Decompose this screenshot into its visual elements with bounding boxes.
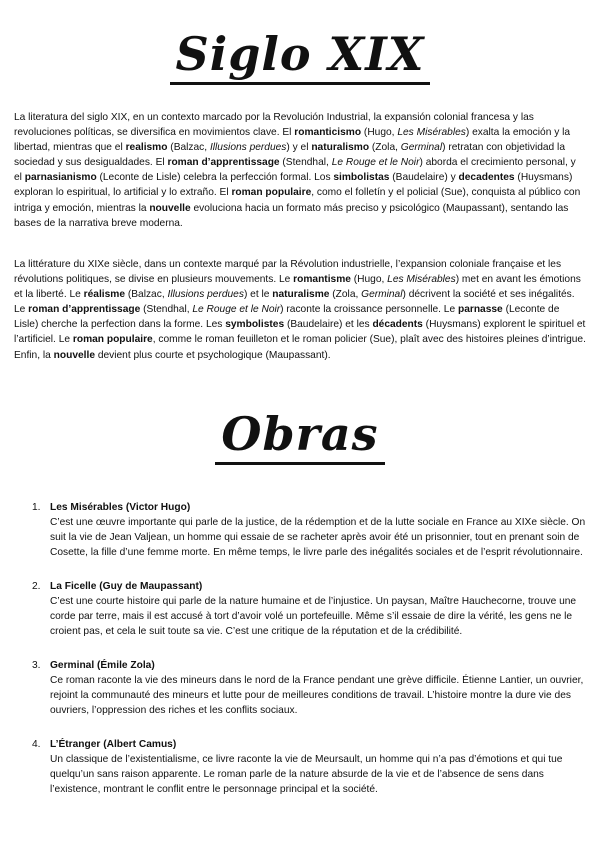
bold-term: naturalismo	[311, 142, 370, 154]
text-run: ) et le	[243, 289, 273, 301]
text-run: (Baudelaire) y	[389, 172, 459, 184]
italic-title: Les Misérables	[387, 274, 456, 286]
bold-term: symbolistes	[225, 319, 285, 331]
text-run: devient plus courte et psychologique (Maupassant).	[94, 349, 331, 361]
bold-term: realismo	[125, 142, 168, 154]
works-heading	[0, 408, 600, 465]
italic-title: Le Rouge et le Noir	[192, 304, 281, 316]
work-item	[30, 579, 586, 639]
text-run: (Hugo,	[350, 274, 388, 286]
text-run: ) met en avant les émotions et la liberté. Le	[14, 274, 581, 301]
text-run: La littérature du XIXe siècle, dans un contexte marqué par la Révolution industrielle, l’expansion coloniale française et les révolutions politiques, se divise en plusieurs mouvements. Le	[14, 259, 562, 286]
bold-term: roman populaire	[231, 187, 312, 199]
italic-title: Germinal	[400, 142, 443, 154]
text-run: (Leconte de Lisle) celebra la perfección formal. Los	[96, 172, 334, 184]
text-run: ) y el	[286, 142, 312, 154]
text-run: (Zola,	[369, 142, 401, 154]
work-number: 4.	[32, 739, 41, 750]
text-run: (Baudelaire) et les	[284, 319, 373, 331]
bold-term: decadentes	[458, 172, 515, 184]
works-list	[30, 500, 586, 797]
work-item	[30, 658, 586, 718]
text-run: ) décrivent la société et ses inégalités. Le	[14, 289, 575, 316]
bold-term: roman populaire	[72, 334, 153, 346]
work-description: C’est une œuvre importante qui parle de la justice, de la rédemption et de la lutte sociale en France au XIXe siècle. On suit la vie de Jean Valjean, un homme qui essaie de se racheter après avoir été un prisonnier, tout en prenant soin de Cosette, la fille d’une femme morte. En même temps, le livre parle des inégalités sociales et de l’esprit révolutionnaire.	[50, 517, 586, 558]
page-title-text: Siglo XIX	[170, 28, 431, 85]
spanish-paragraph	[14, 110, 586, 231]
text-run: (Stendhal,	[140, 304, 193, 316]
text-run: (Stendhal,	[279, 157, 332, 169]
bold-term: simbolistas	[333, 172, 390, 184]
bold-term: parnasianismo	[24, 172, 97, 184]
bold-term: nouvelle	[149, 202, 191, 214]
bold-term: réalisme	[83, 289, 126, 301]
text-run: , como el folletín y el policial (Sue), conquista al público con intriga y emoción, mientras la	[14, 187, 581, 214]
italic-title: Illusions perdues	[167, 289, 244, 301]
work-description: Ce roman raconte la vie des mineurs dans le nord de la France pendant une grève difficile. Étienne Lantier, un ouvrier, rejoint la communauté des mineurs et lutte pour de meilleures conditions de travail. L’histoire montre la dure vie des ouvriers, l’oppression des riches et les conflits sociaux.	[50, 675, 584, 716]
text-run: evoluciona hacia un formato más preciso y psicológico (Maupassant), sentando las bases de la narrativa breve moderna.	[14, 202, 569, 229]
bold-term: naturalisme	[272, 289, 330, 301]
work-item	[30, 500, 586, 560]
work-title: L’Étranger (Albert Camus)	[50, 739, 177, 750]
work-number: 1.	[32, 502, 41, 513]
text-run: (Huysmans) explorent le spirituel et l’artificiel. Le	[14, 319, 586, 346]
bold-term: nouvelle	[53, 349, 95, 361]
text-run: ) aborda el crecimiento personal, y el	[14, 157, 576, 184]
text-run: , comme le roman feuilleton et le roman policier (Sue), plaît avec des histoires pleines d’intrigue. Enfin, la	[14, 334, 586, 361]
text-run: (Balzac,	[125, 289, 168, 301]
bold-term: décadents	[372, 319, 423, 331]
bold-term: roman d’apprentissage	[167, 157, 280, 169]
work-number: 3.	[32, 660, 41, 671]
page-title	[0, 28, 600, 85]
french-paragraph	[14, 257, 586, 363]
text-run: ) retratan con objetividad la sociedad y sus desigualdades. El	[14, 142, 565, 169]
bold-term: romanticismo	[294, 127, 362, 139]
italic-title: Illusions perdues	[209, 142, 287, 154]
text-run: (Hugo,	[361, 127, 398, 139]
text-run: ) exalta la emoción y la libertad, mientras que el	[14, 127, 571, 154]
work-item	[30, 737, 586, 797]
italic-title: Germinal	[361, 289, 403, 301]
bold-term: romantisme	[293, 274, 351, 286]
work-title: Les Misérables (Victor Hugo)	[50, 502, 191, 513]
work-title: Germinal (Émile Zola)	[50, 660, 155, 671]
text-run: (Leconte de Lisle) cherche la perfection dans la forme. Les	[14, 304, 560, 331]
text-run: (Balzac,	[167, 142, 210, 154]
works-heading-text: Obras	[215, 408, 384, 465]
bold-term: roman d’apprentissage	[28, 304, 141, 316]
bold-term: parnasse	[457, 304, 503, 316]
text-run: (Huysmans) exploran lo espiritual, lo artificial y lo extraño. El	[14, 172, 573, 199]
italic-title: Les Misérables	[397, 127, 466, 139]
work-number: 2.	[32, 581, 41, 592]
work-description: C’est une courte histoire qui parle de la nature humaine et de l’injustice. Un paysan, Maître Hauchecorne, trouve une corde par terre, mais il est accusé à tort d’avoir volé un portefeuille. Même s’il essaie de dire la vérité, les gens ne le croient pas, et cela le suit toute sa vie. C’est une critique de la réputation et de la crédibilité.	[50, 596, 577, 637]
text-run: (Zola,	[329, 289, 362, 301]
text-run: La literatura del siglo XIX, en un contexto marcado por la Revolución Industrial, la expansión colonial francesa y las revoluciones políticas, se diversifica en movimientos clave. El	[14, 112, 534, 139]
italic-title: Le Rouge et le Noir	[331, 157, 420, 169]
work-description: Un classique de l’existentialisme, ce livre raconte la vie de Meursault, un homme qui n’a pas d’émotions et qui tue quelqu’un sans raison apparente. Le roman parle de la nature absurde de la vie et de l’absence de sens dans l’existence, montrant le conflit entre le personnage principal et la société.	[50, 754, 563, 795]
work-title: La Ficelle (Guy de Maupassant)	[50, 581, 203, 592]
text-run: ) raconte la croissance personnelle. Le	[280, 304, 458, 316]
